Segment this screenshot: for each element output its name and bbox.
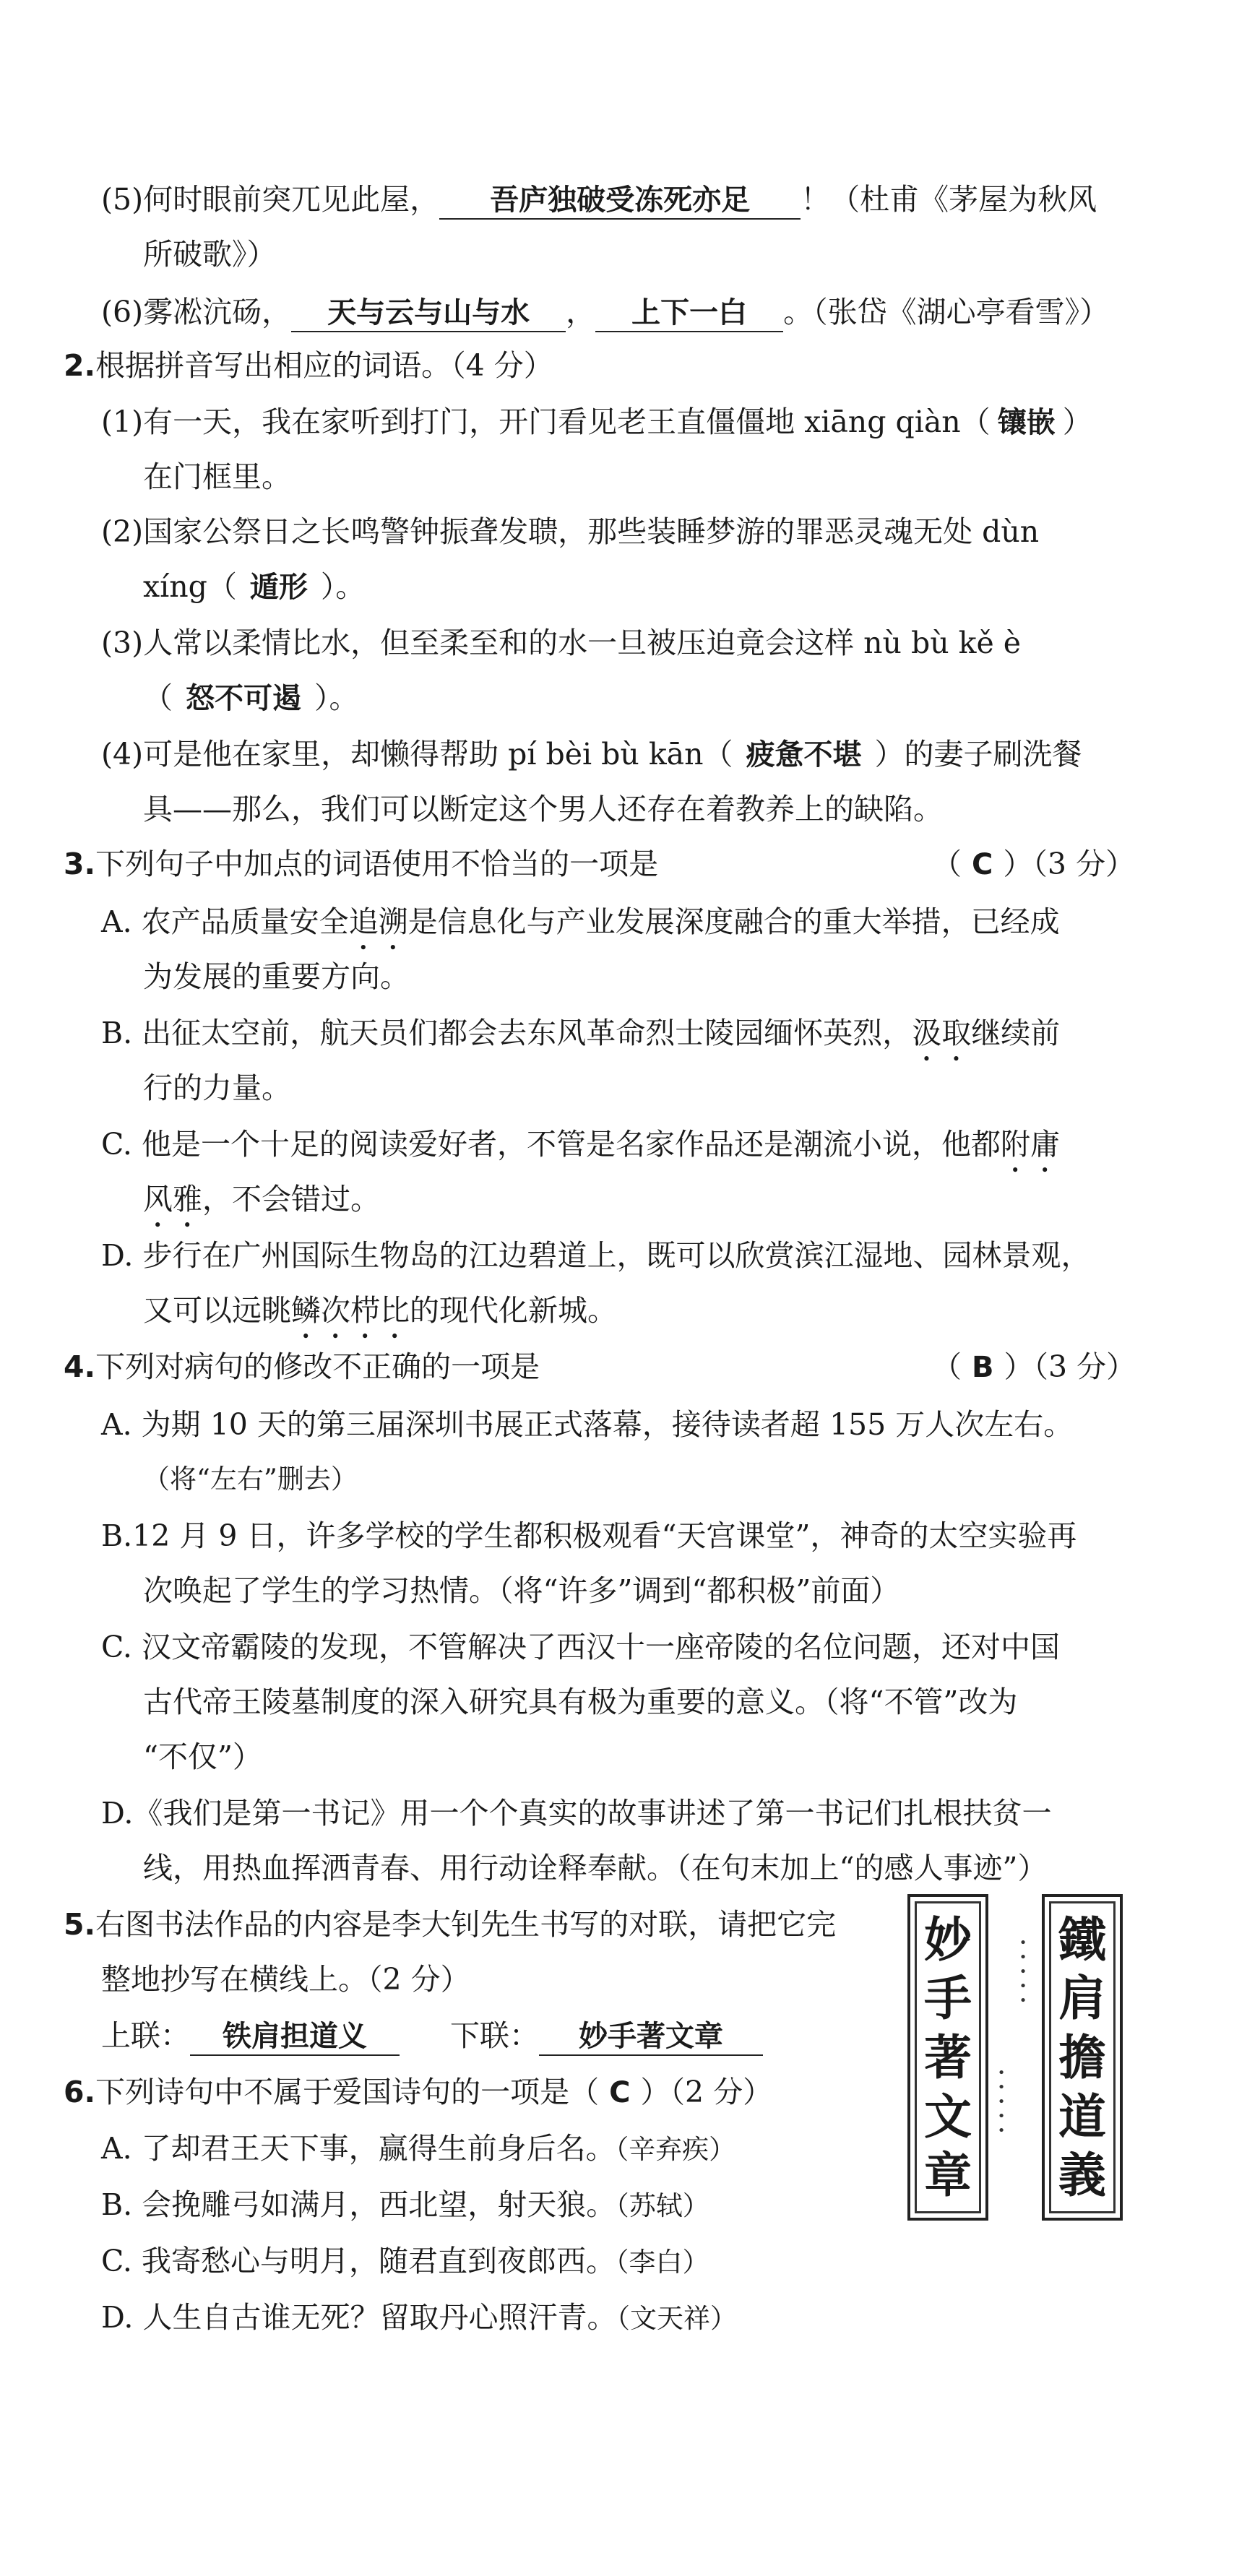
q6-stem: 6.下列诗句中不属于爱国诗句的一项是（ C ）（2 分） bbox=[64, 2075, 773, 2109]
q3-option-c-line1: C. 他是一个十足的阅读爱好者，不管是名家作品还是潮流小说，他都附庸 bbox=[101, 1127, 1060, 1162]
q6-option-d: D. 人生自古谁无死？留取丹心照汗青。（文天祥） bbox=[101, 2300, 737, 2335]
q5-answer-line: 上联： 铁肩担道义 下联： 妙手著文章 bbox=[101, 2015, 763, 2056]
q4-answer-line: （ B ）（3 分） bbox=[932, 1349, 1136, 1384]
calligraphy-inscription-left: • • • • • bbox=[997, 2065, 1006, 2138]
q1-item5-line2: 所破歌》） bbox=[143, 237, 277, 272]
q3-option-d-line1: D. 步行在广州国际生物岛的江边碧道上，既可以欣赏滨江湿地、园林景观， bbox=[101, 1238, 1091, 1273]
q2-item2-line1: (2)国家公祭日之长鸣警钟振聋发聩，那些装睡梦游的罪恶灵魂无处 dùn bbox=[101, 514, 1040, 549]
q2-item4-line1: (4)可是他在家里，却懒得帮助 pí bèi bù kān（ 疲惫不堪 ）的妻子刷洗餐 bbox=[101, 737, 1082, 771]
q3-option-a-line1: A. 农产品质量安全追溯是信息化与产业发展深度融合的重大举措，已经成 bbox=[101, 904, 1060, 939]
q4-option-b-line1: B.12 月 9 日，许多学校的学生都积极观看“天宫课堂”，神奇的太空实验再 bbox=[101, 1518, 1077, 1553]
q4-option-d-line2: 线，用热血挥洒青春、用行动诠释奉献。（在句末加上“的感人事迹”） bbox=[143, 1851, 1048, 1885]
q2-item1-answer: 镶嵌 bbox=[997, 406, 1056, 439]
q5-stem-line1: 5.右图书法作品的内容是李大钊先生书写的对联，请把它完 bbox=[64, 1907, 837, 1942]
q4-option-c-line3: “不仅”） bbox=[143, 1739, 262, 1774]
q1-item5-line1: (5)何时眼前突兀见此屋， 吾庐独破受冻死亦足 ！（杜甫《茅屋为秋风 bbox=[101, 179, 1097, 220]
q4-option-a-line2: （将“左右”删去） bbox=[143, 1464, 358, 1495]
q1-item6-answer1: 天与云与山与水 bbox=[291, 295, 566, 332]
q6-answer: C bbox=[609, 2076, 631, 2109]
q2-item1-line1: (1)有一天，我在家听到打门，开门看见老王直僵僵地 xiāng qiàn（ 镶嵌 ） bbox=[101, 405, 1092, 439]
q4-option-a-line1: A. 为期 10 天的第三届深圳书展正式落幕，接待读者超 155 万人次左右。 bbox=[101, 1407, 1074, 1442]
q3-stem: 3.下列句子中加点的词语使用不恰当的一项是 bbox=[64, 847, 659, 881]
q2-item4-answer: 疲惫不堪 bbox=[746, 738, 862, 771]
q4-option-c-line1: C. 汉文帝霸陵的发现，不管解决了西汉十一座帝陵的名位问题，还对中国 bbox=[101, 1630, 1060, 1664]
q2-item2-answer: 遁形 bbox=[249, 571, 308, 604]
q1-item5-answer: 吾庐独破受冻死亦足 bbox=[439, 182, 801, 220]
q2-item1-line2: 在门框里。 bbox=[143, 459, 291, 494]
q3-option-b-line2: 行的力量。 bbox=[143, 1071, 291, 1105]
q2-item3-line2: （ 怒不可遏 ）。 bbox=[143, 680, 359, 715]
q2-stem: 2.根据拼音写出相应的词语。（4 分） bbox=[64, 348, 553, 383]
q3-answer-line: （ C ）（3 分） bbox=[932, 847, 1135, 881]
calligraphy-right-scroll: 鐵 肩 擔 道 義 bbox=[1042, 1894, 1123, 2221]
q5-lower-answer: 妙手著文章 bbox=[539, 2018, 763, 2056]
q1-item6-line: (6)雾凇沆砀， 天与云与山与水 ， 上下一白 。（张岱《湖心亭看雪》） bbox=[101, 292, 1109, 332]
q3-option-c-line2: 风雅，不会错过。 bbox=[143, 1182, 380, 1216]
q6-option-a: A. 了却君王天下事，赢得生前身后名。（辛弃疾） bbox=[101, 2131, 736, 2166]
q3-option-d-line2: 又可以远眺鳞次栉比的现代化新城。 bbox=[143, 1293, 617, 1328]
q4-option-d-line1: D.《我们是第一书记》用一个个真实的故事讲述了第一书记们扎根扶贫一 bbox=[101, 1796, 1052, 1831]
calligraphy-left-scroll: 妙 手 著 文 章 bbox=[907, 1894, 988, 2221]
q2-item3-line1: (3)人常以柔情比水，但至柔至和的水一旦被压迫竟会这样 nù bù kě è bbox=[101, 626, 1022, 660]
q4-option-b-line2: 次唤起了学生的学习热情。（将“许多”调到“都积极”前面） bbox=[143, 1573, 900, 1608]
q2-item3-answer: 怒不可遏 bbox=[186, 682, 301, 715]
q4-option-c-line2: 古代帝王陵墓制度的深入研究具有极为重要的意义。（将“不管”改为 bbox=[143, 1685, 1018, 1719]
q5-upper-answer: 铁肩担道义 bbox=[190, 2018, 400, 2056]
q3-option-a-line2: 为发展的重要方向。 bbox=[143, 959, 410, 994]
q3-option-b-line1: B. 出征太空前，航天员们都会去东风革命烈士陵园缅怀英烈，汲取继续前 bbox=[101, 1016, 1061, 1050]
calligraphy-inscription-right: • • • • • bbox=[1019, 1935, 1027, 2008]
q4-answer: B bbox=[972, 1351, 994, 1384]
q1-item6-answer2: 上下一白 bbox=[595, 295, 783, 332]
q6-option-b: B. 会挽雕弓如满月，西北望，射天狼。（苏轼） bbox=[101, 2187, 709, 2222]
q2-item2-line2: xíng（ 遁形 ）。 bbox=[143, 569, 366, 604]
q5-stem-line2: 整地抄写在横线上。（2 分） bbox=[101, 1962, 470, 1997]
q6-option-c: C. 我寄愁心与明月，随君直到夜郎西。（李白） bbox=[101, 2244, 709, 2278]
q4-stem: 4.下列对病句的修改不正确的一项是 bbox=[64, 1349, 540, 1384]
q3-answer: C bbox=[972, 848, 993, 881]
q2-item4-line2: 具——那么，我们可以断定这个男人还存在着教养上的缺陷。 bbox=[143, 792, 943, 826]
